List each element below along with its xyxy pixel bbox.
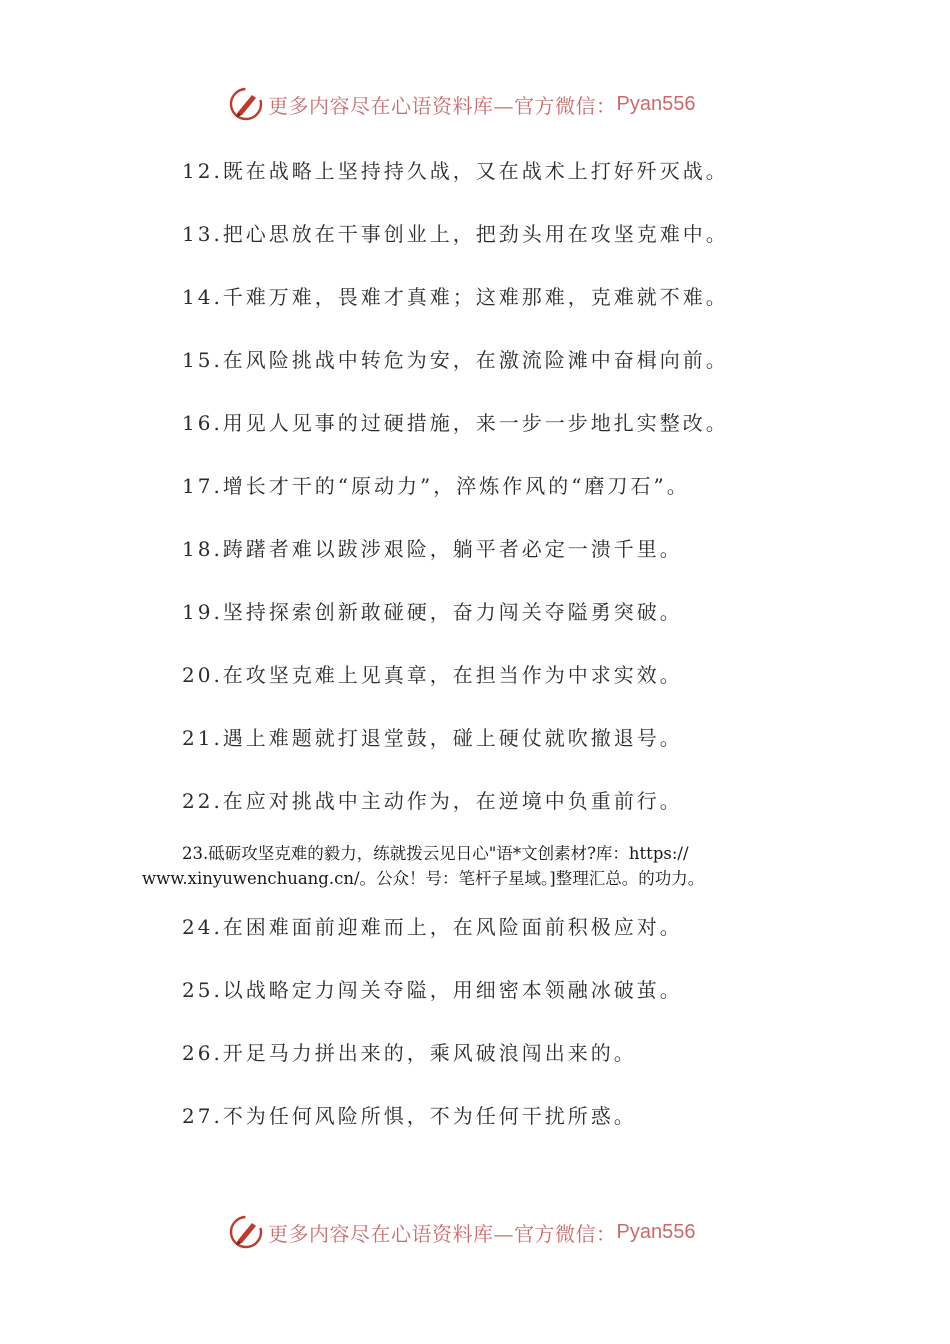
list-item: 12.既在战略上坚持持久战，又在战术上打好歼灭战。 [182,159,729,183]
pen-logo-icon [228,86,264,122]
list-item: 13.把心思放在干事创业上，把劲头用在攻坚克难中。 [182,222,729,246]
list-item: 25.以战略定力闯关夺隘，用细密本领融冰破茧。 [182,978,683,1002]
banner-wechat-id: Pyan556 [616,1220,696,1243]
banner-text: 更多内容尽在心语资料库—官方微信： [268,1221,617,1246]
list-item: 16.用见人见事的过硬措施，来一步一步地扎实整改。 [182,411,729,435]
para23-line2: www.xinyuwenchuang.cn/。公众！号：笔杆子星域。]整理汇总。的功力。 [142,869,705,888]
para23-line1: 23.砥砺攻坚克难的毅力，练就拨云见日心"语*文创素材?库：https:// [182,844,689,863]
list-item: 18.踌躇者难以跋涉艰险，躺平者必定一溃千里。 [182,537,683,561]
list-item: 26.开足马力拼出来的，乘风破浪闯出来的。 [182,1041,637,1065]
pen-logo-icon [228,1214,264,1250]
banner-wechat-id: Pyan556 [616,92,696,115]
list-item: 15.在风险挑战中转危为安，在激流险滩中奋楫向前。 [182,348,729,372]
list-item: 24.在困难面前迎难而上，在风险面前积极应对。 [182,915,683,939]
footer-banner [228,1212,695,1252]
list-item: 19.坚持探索创新敢碰硬，奋力闯关夺隘勇突破。 [182,600,683,624]
list-item: 14.千难万难，畏难才真难；这难那难，克难就不难。 [182,285,729,309]
list-item: 22.在应对挑战中主动作为，在逆境中负重前行。 [182,789,683,813]
list-item: 17.增长才干的“原动力”，淬炼作风的“磨刀石”。 [182,474,690,498]
list-item: 20.在攻坚克难上见真章，在担当作为中求实效。 [182,663,683,687]
banner-text: 更多内容尽在心语资料库—官方微信： [268,93,617,118]
header-banner [228,84,695,124]
list-item: 21.遇上难题就打退堂鼓，碰上硬仗就吹撤退号。 [182,726,683,750]
list-item-watermarked [142,841,822,891]
list-item: 27.不为任何风险所惧，不为任何干扰所惑。 [182,1104,637,1128]
